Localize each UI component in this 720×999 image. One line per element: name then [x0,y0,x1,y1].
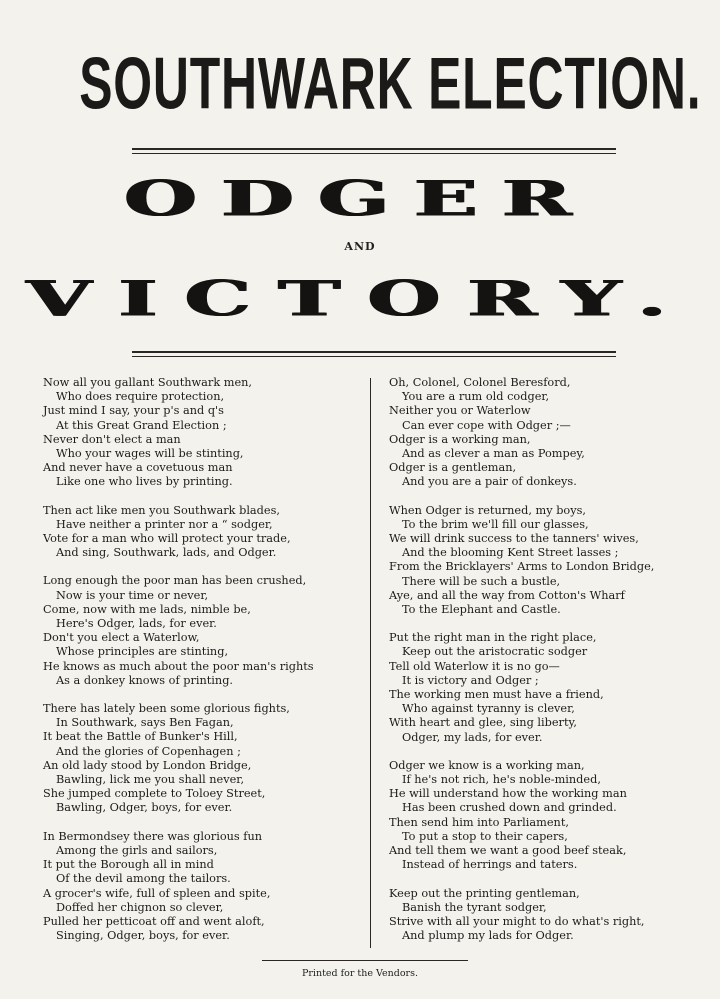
verse-line: And the blooming Kent Street lasses ; [402,546,619,560]
verse-line: Banish the tyrant sodger, [402,900,547,914]
headline-and: AND [344,240,376,253]
headline-odger: ODGER [124,170,596,228]
verse-line: And sing, Southwark, lads, and Odger. [56,546,277,560]
verse-line: Keep out the printing gentleman, [389,886,580,900]
verse-line: When Odger is returned, my boys, [389,503,587,517]
top-double-rule [132,148,616,154]
verse-line: Here's Odger, lads, for ever. [56,617,217,631]
verse-line: And the glories of Copenhagen ; [56,744,241,758]
verse-line: Like one who lives by printing. [56,475,233,489]
verse-line: Now all you gallant Southwark men, [43,376,253,389]
verse-line: From the Bricklayers' Arms to London Bridge, [389,560,655,574]
verse-line: To put a stop to their capers, [402,829,568,843]
stanza [43,574,343,688]
left-column-verses [43,376,343,957]
verse-line: Has been crushed down and grinded. [402,801,617,815]
bottom-double-rule [132,351,616,357]
verse-line: She jumped complete to Toloey Street, [43,787,266,801]
verse-line: Oh, Colonel, Colonel Beresford, [389,376,571,389]
verse-line: Strive with all your might to do what's right, [389,914,645,928]
right-column-verses [389,376,689,957]
verse-line: In Bermondsey there was glorious fun [43,829,263,843]
verse-line: As a donkey knows of printing. [56,673,234,687]
verse-line: And you are a pair of donkeys. [402,475,577,489]
verse-line: Keep out the aristocratic sodger [402,645,588,659]
printer-imprint: Printed for the Vendors. [302,968,418,979]
verse-line: It is victory and Odger ; [402,673,539,687]
verse-line: Long enough the poor man has been crushed, [43,574,307,588]
stanza [43,504,343,561]
verse-line: Bawling, lick me you shall never, [56,773,245,787]
verse-line: We will drink success to the tanners' wives, [389,532,639,546]
verse-line: You are a rum old codger, [402,390,550,404]
verse-line: Put the right man in the right place, [389,631,597,645]
verse-line: To the Elephant and Castle. [402,603,561,617]
verse-line: Bawling, Odger, boys, for ever. [56,801,233,815]
verse-line: Odger is a gentleman, [389,461,517,475]
verse-line: Pulled her petticoat off and went aloft, [43,914,265,928]
verse-line: An old lady stood by London Bridge, [43,758,252,772]
headline-victory: VICTORY. [26,270,694,328]
verse-line: If he's not rich, he's noble-minded, [402,773,601,787]
verse-line: Among the girls and sailors, [56,843,218,857]
stanza [389,887,689,944]
verse-line: At this Great Grand Election ; [56,418,227,432]
verse-line: Then act like men you Southwark blades, [43,503,280,517]
verse-line: It put the Borough all in mind [43,858,214,872]
verse-line: Have neither a printer nor a “ sodger, [56,517,273,531]
verse-line: The working men must have a friend, [389,688,604,702]
verse-line: In Southwark, says Ben Fagan, [56,716,234,730]
verse-line: And plump my lads for Odger. [402,929,574,943]
verse-line: A grocer's wife, full of spleen and spite, [43,886,271,900]
verse-line: Then send him into Parliament, [389,815,569,829]
verse-line: Don't you elect a Waterlow, [43,631,200,645]
verse-line: He knows as much about the poor man's rights [43,659,314,673]
verse-line: And never have a covetuous man [43,461,233,475]
verse-line: Odger we know is a working man, [389,758,585,772]
verse-line: Neither you or Waterlow [389,404,531,418]
verse-line: And tell them we want a good beef steak, [389,844,627,858]
stanza [389,631,689,745]
stanza [389,759,689,873]
verse-line: Tell old Waterlow it is no go— [389,659,560,673]
verse-line: There will be such a bustle, [402,574,561,588]
verse-line: Vote for a man who will protect your trade, [43,532,291,546]
verse-line: Just mind I say, your p's and q's [43,404,224,418]
verse-line: Can ever cope with Odger ;— [402,418,571,432]
verse-line: And as clever a man as Pompey, [402,447,585,461]
stanza [43,376,343,490]
verse-line: With heart and glee, sing liberty, [389,716,577,730]
verse-line: Who does require protection, [56,390,225,404]
verse-line: He will understand how the working man [389,787,627,801]
verse-line: Come, now with me lads, nimble be, [43,602,251,616]
footer-rule [262,960,468,961]
verse-line: Who against tyranny is clever, [402,702,575,716]
column-divider [370,378,371,948]
verse-line: Doffed her chignon so clever, [56,900,224,914]
verse-line: Odger is a working man, [389,432,531,446]
verse-line: Of the devil among the tailors. [56,872,231,886]
verse-line: Who your wages will be stinting, [56,447,244,461]
verse-line: There has lately been some glorious fights, [43,702,290,716]
verse-line: Odger, my lads, for ever. [402,730,543,744]
verse-line: Instead of herrings and taters. [402,858,578,872]
stanza [389,376,689,490]
stanza [389,504,689,618]
verse-line: Aye, and all the way from Cotton's Wharf [389,588,625,602]
verse-line: Singing, Odger, boys, for ever. [56,929,230,943]
page-title: SOUTHWARK ELECTION. [79,41,702,125]
verse-line: Whose principles are stinting, [56,645,229,659]
verse-line: It beat the Battle of Bunker's Hill, [43,730,238,744]
stanza [43,702,343,816]
verse-line: Now is your time or never, [56,588,209,602]
verse-line: Never don't elect a man [43,432,181,446]
verse-line: To the brim we'll fill our glasses, [402,517,589,531]
stanza [43,830,343,944]
